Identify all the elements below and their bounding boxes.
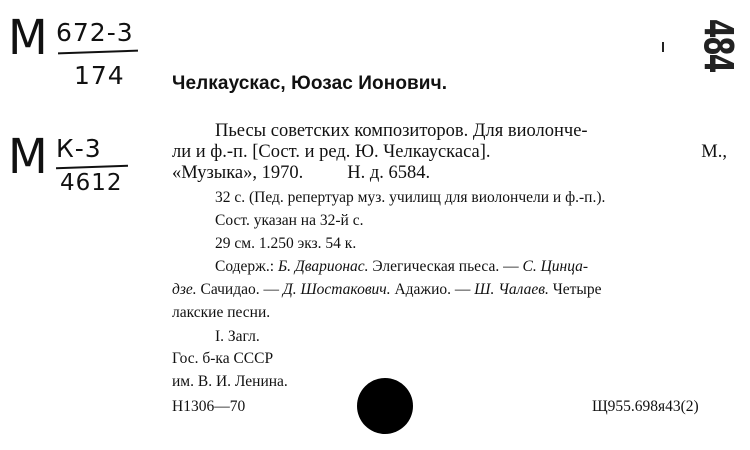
title-line-1: Пьесы советских композиторов. Для виолонче- [215, 121, 588, 141]
piece-four: Четыре [548, 281, 602, 298]
details-line-3: 29 см. 1.250 экз. 54 к. [215, 235, 357, 252]
shelf-mark-2-bottom: 4612 [60, 170, 123, 196]
publication-place: М., [701, 142, 727, 162]
contents-label: Содерж.: [215, 258, 278, 275]
author-heading: Челкаускас, Юозас Ионович. [172, 73, 448, 94]
piece-elegy: Элегическая пьеса. — [368, 258, 523, 275]
publisher-year: «Музыка», 1970. [172, 163, 304, 183]
shelf-mark-1-top: 672-3 [56, 18, 134, 47]
shelf-mark-1-bottom: 174 [74, 61, 125, 90]
shelf-mark-2-rule [56, 165, 128, 170]
details-line-2: Сост. указан на 32-й с. [215, 212, 364, 229]
plate-number: Н. д. 6584. [347, 163, 431, 183]
library-line-1: Гос. б-ка СССР [172, 350, 274, 367]
handwritten-letter-2: М [8, 127, 46, 185]
composer-chalaev: Ш. Чалаев. [474, 281, 549, 298]
card-number: Н1306—70 [172, 398, 246, 415]
library-line-2: им. В. И. Ленина. [172, 373, 288, 390]
piece-sachidao: Сачидао. — [196, 281, 283, 298]
title-line-3 [172, 163, 430, 184]
contents-line-3: лакские песни. [172, 304, 271, 321]
composer-dvarionas: Б. Дварионас. [277, 258, 369, 275]
card-punch-hole [357, 378, 413, 434]
tracing: I. Загл. [215, 328, 260, 345]
title-line-2 [172, 142, 727, 163]
classification-code: Щ955.698я43(2) [592, 398, 699, 415]
shelf-mark-2-top: К-3 [56, 134, 102, 163]
compiler-note: [Сост. и ред. Ю. Челкаускаса]. [252, 142, 491, 162]
piece-adagio: Адажио. — [390, 281, 475, 298]
corner-tick [662, 42, 664, 52]
shelf-mark-1-rule [58, 50, 138, 55]
title-line-2-start: ли и ф.-п. [172, 142, 253, 162]
composer-tsintsadze: С. Цинца- [522, 258, 589, 275]
composer-shostakovich: Д. Шостакович. [282, 281, 391, 298]
contents-line-2 [172, 281, 601, 299]
details-line-1: 32 с. (Пед. репертуар муз. училищ для виолончели и ф.-п.). [215, 189, 606, 206]
composer-tsintsadze-cont: дзе. [172, 281, 197, 298]
corner-number: 484 [694, 18, 741, 72]
contents-line-1 [215, 258, 588, 276]
handwritten-letter-1: М [8, 8, 46, 66]
